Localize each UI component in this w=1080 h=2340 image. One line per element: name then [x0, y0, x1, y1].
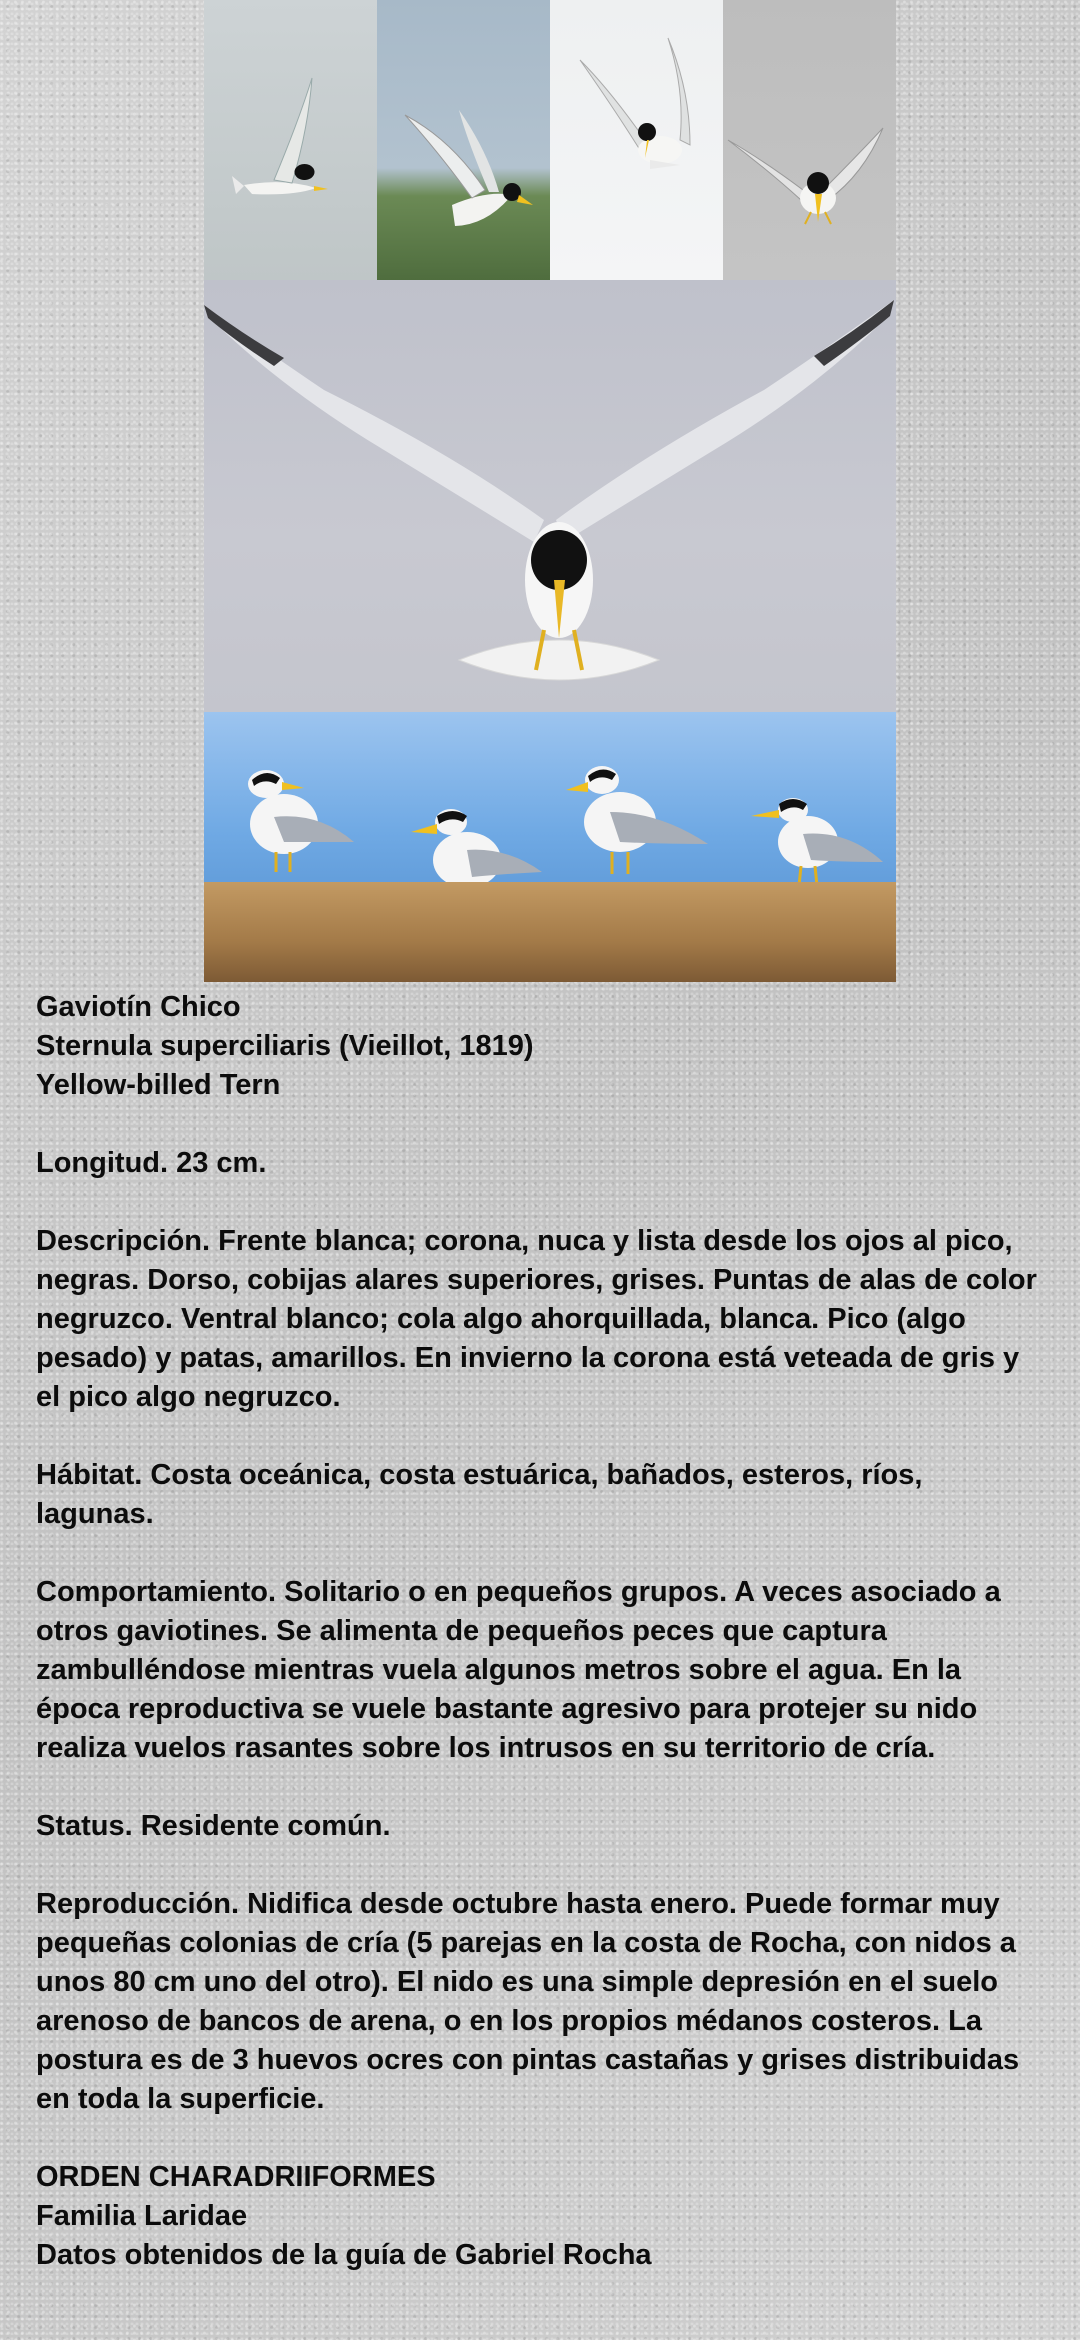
length-paragraph: Longitud. 23 cm.: [36, 1147, 267, 1179]
tern-perched-photo-3: [550, 712, 723, 982]
order-label: ORDEN CHARADRIIFORMES: [36, 2161, 436, 2193]
family-label: Familia Laridae: [36, 2200, 248, 2232]
species-info-text: [36, 988, 1046, 2275]
tern-flying-photo-2: [377, 0, 550, 280]
scientific-name: Sternula superciliaris (Vieillot, 1819): [36, 1030, 534, 1062]
tern-perched-photo-1: [204, 712, 377, 982]
status-paragraph: Status. Residente común.: [36, 1810, 391, 1842]
description-paragraph: Descripción. Frente blanca; corona, nuca y lista desde los ojos al pico, negras. Dorso, cobijas alares superiores, grises. Puntas de alas de color negruzco. Ventral blanco; cola algo ahorquillada, blanca. Pico (algo pesado) y patas, amarillos. En invierno la corona está veteada de gris y el pico algo negruzco.: [36, 1225, 1037, 1413]
perched-photos-row: [204, 712, 896, 982]
source-credit: Datos obtenidos de la guía de Gabriel Rocha: [36, 2239, 652, 2271]
reproduction-paragraph: Reproducción. Nidifica desde octubre hasta enero. Puede formar muy pequeñas colonias de cría (5 parejas en la costa de Rocha, con nidos a unos 80 cm uno del otro). El nido es una simple depresión en el suelo arenoso de bancos de arena, o en los propios médanos costeros. La postura es de 3 huevos ocres con pintas castañas y grises distribuidas en toda la superficie.: [36, 1888, 1020, 2115]
tern-frontal-flight-photo: [204, 280, 896, 712]
tern-photo-collage: [204, 0, 896, 982]
tern-flying-photo-1: [204, 0, 377, 280]
habitat-paragraph: Hábitat. Costa oceánica, costa estuárica, bañados, esteros, ríos, lagunas.: [36, 1459, 923, 1530]
tern-flying-photo-3: [550, 0, 723, 280]
behavior-paragraph: Comportamiento. Solitario o en pequeños grupos. A veces asociado a otros gaviotines. Se alimenta de pequeños peces que captura zambulléndose mientras vuela algunos metros sobre el agua. En la época reproductiva se vuele bastante agresivo para protejer su nido realiza vuelos rasantes sobre los intrusos en su territorio de cría.: [36, 1576, 1001, 1764]
tern-perched-photo-2: [377, 712, 550, 982]
flight-photos-row: [204, 0, 896, 280]
common-name-en: Yellow-billed Tern: [36, 1069, 281, 1101]
tern-perched-photo-4: [723, 712, 896, 982]
tern-flying-photo-4: [723, 0, 896, 280]
common-name-es: Gaviotín Chico: [36, 991, 241, 1023]
